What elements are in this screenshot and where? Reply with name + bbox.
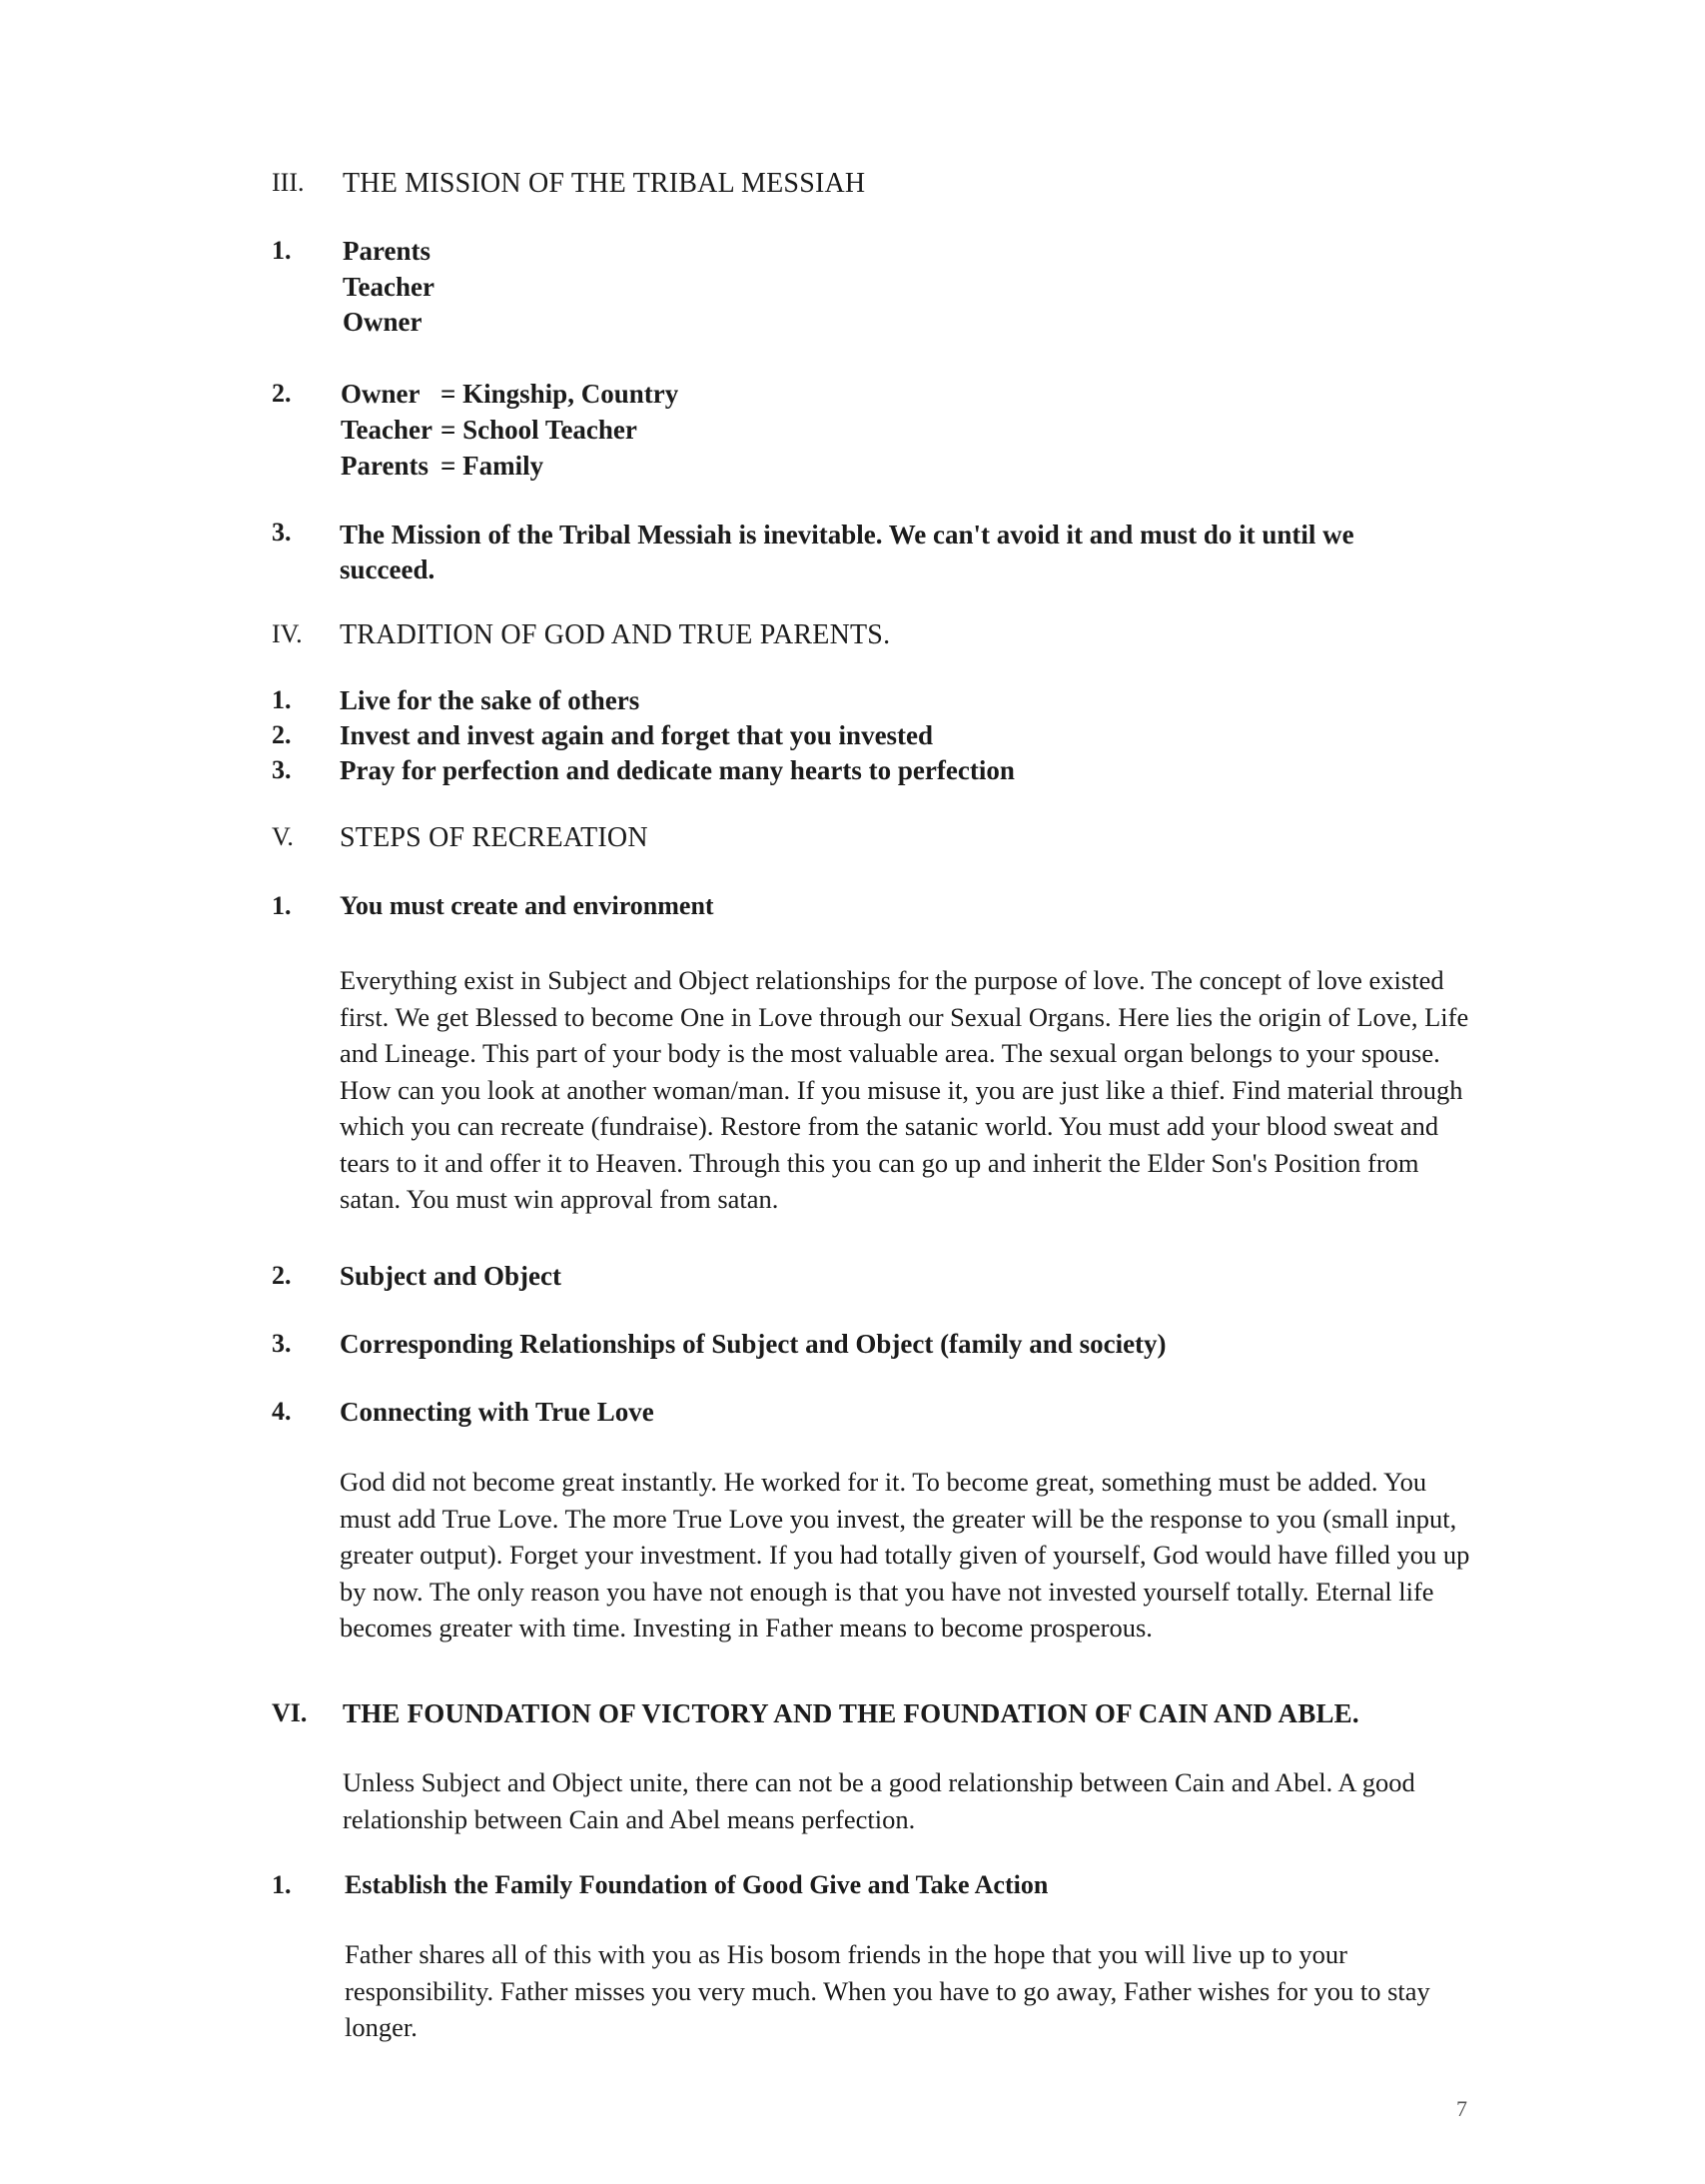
s6-item1-num: 1. bbox=[272, 1870, 292, 1899]
s5-item3-num: 3. bbox=[272, 1329, 292, 1358]
s6-item1-title: Establish the Family Foundation of Good Give and Take Action bbox=[345, 1870, 1049, 1899]
section-6-numeral: VI. bbox=[272, 1698, 308, 1727]
paragraph-text: Everything exist in Subject and Object relationships for the purpose of love. The concept of love existed first. We get Blessed to become One in Love through our Sexual Organs. Here lies the origin of Love, Life and Lineage. This part of your body is the most valuable area. The sexual organ belongs to your spouse. How can you look at another woman/man. If you misuse it, you are just like a thief. Find material through which you can recreate (fundraise). Restore from the satanic world. You must add your blood sweat and tears to it and offer it to Heaven. Through this you can go up and inherit the Elder Son's Position from satan. You must win approval from satan. bbox=[340, 965, 1469, 1214]
s3-item1-line: Owner bbox=[343, 307, 423, 337]
s5-item4-title: Connecting with True Love bbox=[340, 1397, 654, 1427]
definition-value: = Family bbox=[440, 451, 544, 481]
s4-item-text: Pray for perfection and dedicate many hearts to perfection bbox=[340, 755, 1015, 785]
s5-item3-title: Corresponding Relationships of Subject and Object (family and society) bbox=[340, 1329, 1167, 1359]
s5-item1-title: You must create and environment bbox=[340, 891, 714, 920]
s4-item-num: 2. bbox=[272, 720, 292, 749]
s5-item4-paragraph bbox=[340, 1464, 1478, 1646]
s3-item1-line: Teacher bbox=[343, 272, 434, 302]
s6-intro-paragraph bbox=[343, 1764, 1451, 1837]
definition-row bbox=[341, 379, 678, 415]
s4-item-text: Invest and invest again and forget that you invested bbox=[340, 720, 934, 750]
definition-row bbox=[341, 415, 678, 451]
definition-term: Teacher bbox=[341, 415, 432, 445]
paragraph-text: God did not become great instantly. He worked for it. To become great, something must be added. You must add True Love. The more True Love you invest, the greater will be the response to you (small input, greater output). Forget your investment. If you had totally given of yourself, God would have filled you up by now. The only reason you have not enough is that you have not invested yourself totally. Eternal life becomes greater with time. Investing in Father means to become prosperous. bbox=[340, 1467, 1470, 1642]
s3-item3-text-line1: The Mission of the Tribal Messiah is inevitable. We can't avoid it and must do it until we bbox=[340, 520, 1354, 549]
section-3-title: THE MISSION OF THE TRIBAL MESSIAH bbox=[343, 168, 866, 199]
s5-item2-num: 2. bbox=[272, 1261, 292, 1290]
s3-item2-num: 2. bbox=[272, 379, 292, 408]
definition-value: = Kingship, Country bbox=[440, 379, 679, 409]
s6-item1-paragraph bbox=[345, 1936, 1443, 2046]
paragraph-text: Unless Subject and Object unite, there can not be a good relationship between Cain and Abel. A good relationship between Cain and Abel means perfection. bbox=[343, 1767, 1415, 1834]
page-number: 7 bbox=[1456, 2096, 1467, 2121]
s4-item-num: 1. bbox=[272, 685, 292, 714]
definition-row bbox=[341, 451, 678, 487]
definition-value: = School Teacher bbox=[440, 415, 637, 445]
s4-item-num: 3. bbox=[272, 755, 292, 784]
s5-item2-title: Subject and Object bbox=[340, 1261, 561, 1291]
section-5-numeral: V. bbox=[272, 822, 294, 851]
section-4-title: TRADITION OF GOD AND TRUE PARENTS. bbox=[340, 619, 891, 650]
s5-item1-paragraph bbox=[340, 962, 1473, 1218]
s3-item3-text-line2: succeed. bbox=[340, 554, 435, 584]
section-3-numeral: III. bbox=[272, 168, 305, 197]
s3-item3-num: 3. bbox=[272, 518, 292, 546]
paragraph-text: Father shares all of this with you as His bosom friends in the hope that you will live up to your responsibility. Father misses you very much. When you have to go away, Father wishes for you to stay longer. bbox=[345, 1939, 1430, 2042]
definition-term: Owner bbox=[341, 379, 421, 409]
s5-item4-num: 4. bbox=[272, 1397, 292, 1426]
s3-item1-line: Parents bbox=[343, 236, 430, 266]
s3-item2-definitions bbox=[341, 379, 678, 487]
s4-item-text: Live for the sake of others bbox=[340, 685, 640, 715]
definition-term: Parents bbox=[341, 451, 428, 481]
s3-item1-num: 1. bbox=[272, 236, 292, 265]
section-6-title: THE FOUNDATION OF VICTORY AND THE FOUNDATION OF CAIN AND ABLE. bbox=[343, 1698, 1359, 1728]
section-5-title: STEPS OF RECREATION bbox=[340, 822, 648, 853]
s5-item1-num: 1. bbox=[272, 891, 292, 920]
section-4-numeral: IV. bbox=[272, 619, 303, 648]
